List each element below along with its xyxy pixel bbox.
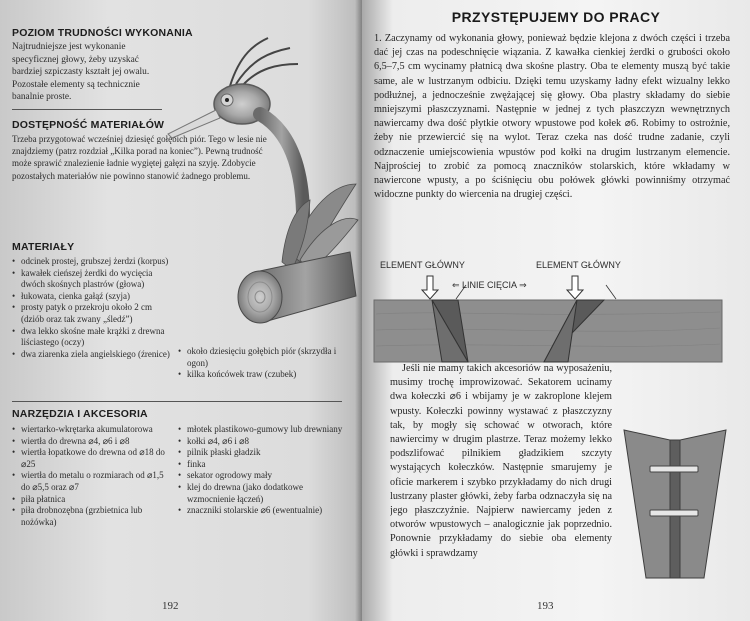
list-item: • kawałek cieńszej żerdki do wycięcia dwóch skośnych plastrów (głowa)	[12, 268, 172, 291]
tools-heading: NARZĘDZIA I AKCESORIA	[12, 408, 148, 420]
paragraph-2: Jeśli nie mamy takich akcesoriów na wyposażeniu, musimy trochę improwizować. Sekatorem ucinamy dwa kołeczki ⌀6 i wbijamy je w zakroplone klejem wpusty. Kołeczki powinny wystawać z płaszczyzny tak, by mogły się schować w otworach, które nawiercimy w drugim plastrze. Teraz możemy lekko podszlifować pilnikiem gładzikiem szczyty wystających kołeczków. Następnie smarujemy je oficie markerem i szybko przykładamy do nich drugi lustrzany plaster główki, żeby farba odznaczyła się na jego płaszczyźnie. Najpierw nawiercamy jeden z otworów wpustowych – analogicznie jak poprzednio. Ponownie przykładamy do siebie oba elementy główki i sprawdzamy	[390, 363, 612, 559]
list-item: • sekator ogrodowy mały	[178, 470, 343, 482]
diagram-label-left: ELEMENT GŁÓWNY	[380, 260, 465, 270]
materials-heading: MATERIAŁY	[12, 241, 75, 253]
list-item: • młotek plastikowo-gumowy lub drewniany	[178, 424, 343, 436]
page-title: PRZYSTĘPUJEMY DO PRACY	[451, 9, 661, 25]
list-item: • łukowata, cienka gałąź (szyja)	[12, 291, 172, 303]
list-item: • odcinek prostej, grubszej żerdzi (korpus)	[12, 256, 172, 268]
section-divider	[12, 109, 162, 110]
diagram-label-center: ⇐ LINIE CIĘCIA ⇒	[452, 280, 527, 290]
section-divider	[12, 401, 342, 402]
materials-list-2	[178, 346, 343, 381]
list-item: • piła płatnica	[12, 494, 172, 506]
list-item: • wiertła łopatkowe do drewna od ⌀18 do ⌀25	[12, 447, 172, 470]
list-item: • znaczniki stolarskie ⌀6 (ewentualnie)	[178, 505, 343, 517]
list-item: • klej do drewna (jako dodatkowe wzmocnienie łączeń)	[178, 482, 343, 505]
availability-text: Trzeba przygotować wcześniej dziesięć gołębich piór. Tego w lesie nie znajdziemy (patrz rozdział „Kilka porad na koniec”). Pewną trudność może sprawić znalezienie ładnie wygiętej gałęzi na szyję. Zdobycie pozostałych materiałów nie powinno stanowić żadnego problemu.	[12, 134, 267, 181]
page-number: 192	[162, 600, 179, 612]
diagram-label-right: ELEMENT GŁÓWNY	[536, 260, 621, 270]
tools-list-1	[12, 424, 172, 528]
list-item: • finka	[178, 459, 343, 471]
list-item: • dwa ziarenka ziela angielskiego (źrenice)	[12, 349, 172, 361]
list-item: • kołki ⌀4, ⌀6 i ⌀8	[178, 436, 343, 448]
list-item: • wiertła do metalu o rozmiarach od ⌀1,5 do ⌀5,5 oraz ⌀7	[12, 470, 172, 493]
list-item: • prosty patyk o przekroju około 2 cm (dziób oraz tak zwany „śledź”)	[12, 302, 172, 325]
list-item: • około dziesięciu gołębich piór (skrzydła i ogon)	[178, 346, 343, 369]
availability-heading: DOSTĘPNOŚĆ MATERIAŁÓW	[12, 119, 165, 131]
list-item: • dwa lekko skośne małe krążki z drewna liściastego (oczy)	[12, 326, 172, 349]
page-number: 193	[537, 600, 554, 612]
difficulty-text: Najtrudniejsze jest wykonanie specyficznej głowy, żeby uzyskać bardziej szpiczasty kształt jej owalu. Pozostałe elementy są technicznie banalnie proste.	[12, 42, 150, 103]
list-item: • pilnik płaski gładzik	[178, 447, 343, 459]
dowel-bottom	[650, 510, 698, 516]
list-item: • wiertarko-wkrętarka akumulatorowa	[12, 424, 172, 436]
arrow-right-icon: ⇒	[516, 280, 527, 290]
list-item: • wiertła do drewna ⌀4, ⌀6 i ⌀8	[12, 436, 172, 448]
difficulty-heading: POZIOM TRUDNOŚCI WYKONANIA	[12, 27, 193, 39]
paragraph-1: 1. Zaczynamy od wykonania głowy, ponieważ będzie klejona z dwóch części i trzeba dać jej czas na podeschnięcie wiązania. Z kawałka cienkiej żerdki o grubości około 6,5–7,5 cm wycinamy płatnicą dwa skośne plastry. Oba te elementy muszą być takie same, ale w lustrzanym odbiciu. Dzięki temu uzyskamy ładny efekt wizualny lekko podłużnej, a jednocześnie zwężającej się głowy. Oba plastry składamy do siebie mniejszymi płaszczyznami. Następnie w jednej z tych płaszczyzn wewnętrznych nawiercamy dwa dość płytkie otwory wpustowe pod kołek ⌀6. Robimy to ostrożnie, żeby nie przewiercić się na wylot. Teraz czeka nas dość trudne zadanie, czyli odznaczenie umiejscowienia wpustów pod kołki na drugim lustrzanym elemencie. Najprościej to zrobić za pomocą znaczników stolarskich, które wkładamy w nawiercone wpusty, a po ściśnięciu obu połówek główki powinniśmy otrzymać widoczne punkty do wiercenia na drugiej części.	[374, 33, 730, 201]
list-item: • kilka końcówek traw (czubek)	[178, 369, 343, 381]
head-halves-illustration	[620, 428, 730, 582]
bird-sculpture-photo	[160, 34, 360, 329]
materials-list-1	[12, 256, 172, 360]
list-item: • piła drobnozębna (grzbietnica lub nożówka)	[12, 505, 172, 528]
arrow-left-icon: ⇐	[452, 280, 463, 290]
dowel-top	[650, 466, 698, 472]
tools-list-2	[178, 424, 343, 517]
